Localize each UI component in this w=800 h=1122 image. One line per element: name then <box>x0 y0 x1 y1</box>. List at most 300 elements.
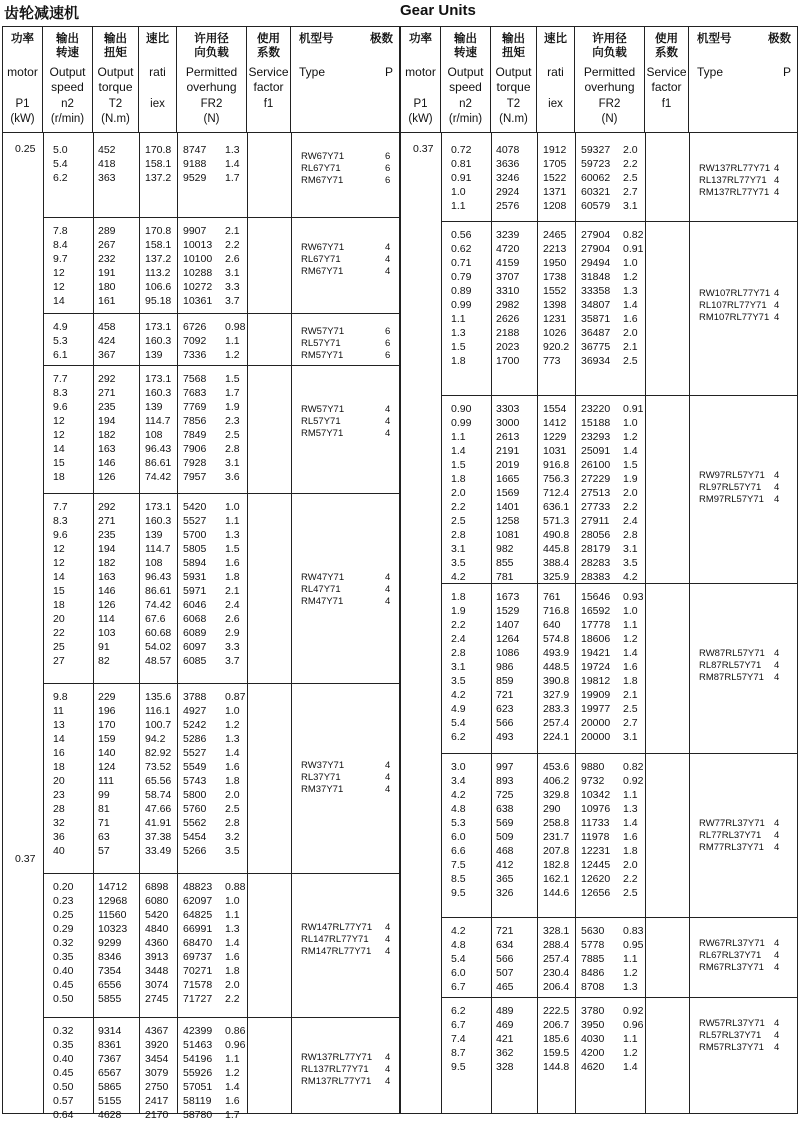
model-type-code: RM57RL37Y71 <box>699 1042 764 1053</box>
header-ratio-en: rati <box>547 65 564 79</box>
pole-count: 4 <box>774 962 780 973</box>
output-speed-cell: 23 <box>53 789 65 801</box>
ratio-cell: 571.3 <box>543 515 570 527</box>
output-speed-cell: 2.8 <box>451 647 466 659</box>
output-speed-cell: 6.7 <box>451 1019 466 1031</box>
overhung-load-cell: 27513 <box>581 487 611 499</box>
overhung-load-cell: 55926 <box>183 1067 213 1079</box>
table-row <box>441 788 798 802</box>
model-group <box>441 395 798 583</box>
service-factor-cell: 2.6 <box>225 613 240 625</box>
table-row <box>43 626 400 640</box>
service-factor-cell: 2.6 <box>225 253 240 265</box>
output-torque-cell: 452 <box>98 144 116 156</box>
header-speed-cn: 输出 转速 <box>56 31 79 59</box>
overhung-load-cell: 10272 <box>183 281 213 293</box>
output-torque-cell: 63 <box>98 831 110 843</box>
output-torque-cell: 412 <box>496 859 514 871</box>
ratio-cell: 2417 <box>145 1095 169 1107</box>
header-load-sym: FR2 (N) <box>200 98 223 125</box>
service-factor-cell: 1.0 <box>225 705 240 717</box>
output-speed-cell: 5.4 <box>53 158 68 170</box>
output-speed-cell: 3.0 <box>451 761 466 773</box>
service-factor-cell: 1.6 <box>225 951 240 963</box>
ratio-cell: 288.4 <box>543 939 570 951</box>
service-factor-cell: 1.0 <box>225 895 240 907</box>
overhung-load-cell: 15646 <box>581 591 611 603</box>
table-row <box>441 702 798 716</box>
output-torque-cell: 1086 <box>496 647 520 659</box>
overhung-load-cell: 10976 <box>581 803 611 815</box>
table-row <box>43 880 400 894</box>
overhung-load-cell: 6085 <box>183 655 207 667</box>
ratio-cell: 160.3 <box>145 387 172 399</box>
overhung-load-cell: 5630 <box>581 925 605 937</box>
service-factor-cell: 0.95 <box>623 939 644 951</box>
service-factor-cell: 1.5 <box>225 543 240 555</box>
model-type-code: RW47Y71 <box>301 572 345 583</box>
output-torque-cell: 2576 <box>496 200 520 212</box>
pole-count: 4 <box>774 1042 780 1053</box>
overhung-load-cell: 4030 <box>581 1033 605 1045</box>
overhung-load-cell: 10342 <box>581 789 611 801</box>
model-type-code: RW67RL37Y71 <box>699 938 765 949</box>
output-torque-cell: 855 <box>496 557 514 569</box>
service-factor-cell: 1.2 <box>623 967 638 979</box>
ratio-cell: 574.8 <box>543 633 570 645</box>
overhung-load-cell: 7856 <box>183 415 207 427</box>
model-type-list <box>301 326 399 362</box>
output-speed-cell: 2.4 <box>451 633 466 645</box>
output-speed-cell: 4.8 <box>451 803 466 815</box>
output-torque-cell: 170 <box>98 719 116 731</box>
table-row <box>441 326 798 340</box>
output-torque-cell: 1569 <box>496 487 520 499</box>
service-factor-cell: 0.92 <box>623 1005 644 1017</box>
output-torque-cell: 9314 <box>98 1025 122 1037</box>
output-speed-cell: 6.2 <box>451 731 466 743</box>
output-speed-cell: 1.1 <box>451 431 466 443</box>
service-factor-cell: 2.2 <box>623 158 638 170</box>
output-torque-cell: 191 <box>98 267 116 279</box>
service-factor-cell: 2.0 <box>225 789 240 801</box>
overhung-load-cell: 3788 <box>183 691 207 703</box>
table-row <box>43 456 400 470</box>
header-torque <box>491 27 537 133</box>
ratio-cell: 207.8 <box>543 845 570 857</box>
header-ratio-en: rati <box>149 65 166 79</box>
output-torque-cell: 2188 <box>496 327 520 339</box>
right-gear-table <box>400 26 798 1114</box>
overhung-load-cell: 42399 <box>183 1025 213 1037</box>
overhung-load-cell: 26100 <box>581 459 611 471</box>
output-torque-cell: 1258 <box>496 515 520 527</box>
service-factor-cell: 2.4 <box>623 515 638 527</box>
ratio-cell: 1912 <box>543 144 567 156</box>
overhung-load-cell: 6068 <box>183 613 207 625</box>
table-row <box>43 372 400 386</box>
output-torque-cell: 4720 <box>496 243 520 255</box>
output-torque-cell: 458 <box>98 321 116 333</box>
table-row <box>441 858 798 872</box>
ratio-cell: 773 <box>543 355 561 367</box>
service-factor-cell: 1.3 <box>225 529 240 541</box>
overhung-load-cell: 27904 <box>581 243 611 255</box>
output-torque-cell: 721 <box>496 925 514 937</box>
table-row <box>441 1004 798 1018</box>
header-load-en: Permitted overhung <box>185 65 238 94</box>
ratio-cell: 231.7 <box>543 831 570 843</box>
output-torque-cell: 365 <box>496 873 514 885</box>
service-factor-cell: 2.5 <box>623 703 638 715</box>
model-type-code: RL77RL37Y71 <box>699 830 762 841</box>
output-torque-cell: 367 <box>98 349 116 361</box>
ratio-cell: 33.49 <box>145 845 172 857</box>
service-factor-cell: 1.9 <box>623 473 638 485</box>
output-speed-cell: 3.5 <box>451 557 466 569</box>
model-type-entry <box>699 1042 797 1054</box>
output-torque-cell: 194 <box>98 543 116 555</box>
header-speed-en: Output speed <box>447 65 484 94</box>
output-speed-cell: 6.7 <box>451 981 466 993</box>
output-speed-cell: 8.7 <box>451 1047 466 1059</box>
model-type-code: RM47Y71 <box>301 596 344 607</box>
table-row <box>43 294 400 308</box>
ratio-cell: 137.2 <box>145 172 172 184</box>
model-type-code: RL97RL57Y71 <box>699 482 762 493</box>
pole-count: 6 <box>385 163 391 174</box>
ratio-cell: 206.7 <box>543 1019 570 1031</box>
overhung-load-cell: 6726 <box>183 321 207 333</box>
ratio-cell: 4367 <box>145 1025 169 1037</box>
model-type-code: RW37Y71 <box>301 760 345 771</box>
model-type-code: RL67Y71 <box>301 254 341 265</box>
output-speed-cell: 18 <box>53 599 65 611</box>
ratio-cell: 2745 <box>145 993 169 1005</box>
table-row <box>441 1060 798 1074</box>
ratio-cell: 139 <box>145 349 163 361</box>
output-torque-cell: 1264 <box>496 633 520 645</box>
output-speed-cell: 0.20 <box>53 881 74 893</box>
header-poles <box>353 27 399 133</box>
pole-count: 4 <box>385 266 391 277</box>
overhung-load-cell: 11733 <box>581 817 610 829</box>
table-row <box>441 542 798 556</box>
service-factor-cell: 1.8 <box>623 675 638 687</box>
output-torque-cell: 986 <box>496 661 514 673</box>
service-factor-cell: 2.1 <box>225 585 240 597</box>
overhung-load-cell: 6089 <box>183 627 207 639</box>
header-torque-cn: 输出 扭矩 <box>104 31 127 59</box>
output-speed-cell: 3.1 <box>451 661 466 673</box>
service-factor-cell: 0.96 <box>225 1039 246 1051</box>
pole-count: 4 <box>774 312 780 323</box>
ratio-cell: 114.7 <box>145 543 171 555</box>
output-speed-cell: 25 <box>53 641 65 653</box>
model-group <box>441 753 798 917</box>
table-header <box>3 27 399 133</box>
pole-count: 6 <box>385 350 391 361</box>
model-type-entry <box>699 818 797 830</box>
service-factor-cell: 0.92 <box>623 775 644 787</box>
service-factor-cell: 0.93 <box>623 591 644 603</box>
output-torque-cell: 3636 <box>496 158 520 170</box>
ratio-cell: 712.4 <box>543 487 570 499</box>
ratio-cell: 1031 <box>543 445 567 457</box>
model-group <box>43 683 400 873</box>
table-row <box>43 542 400 556</box>
overhung-load-cell: 12620 <box>581 873 611 885</box>
model-type-entry <box>301 326 399 338</box>
output-speed-cell: 15 <box>53 585 65 597</box>
output-speed-cell: 6.2 <box>53 172 68 184</box>
ratio-cell: 144.6 <box>543 887 570 899</box>
table-row <box>43 1038 400 1052</box>
overhung-load-cell: 19724 <box>581 661 611 673</box>
ratio-cell: 328.1 <box>543 925 570 937</box>
overhung-load-cell: 5931 <box>183 571 207 583</box>
overhung-load-cell: 6097 <box>183 641 207 653</box>
output-speed-cell: 0.56 <box>451 229 472 241</box>
overhung-load-cell: 5743 <box>183 775 207 787</box>
table-row <box>43 528 400 542</box>
overhung-load-cell: 7849 <box>183 429 207 441</box>
output-torque-cell: 1401 <box>496 501 520 513</box>
output-speed-cell: 18 <box>53 761 65 773</box>
pole-count: 4 <box>774 300 780 311</box>
ratio-cell: 1552 <box>543 285 567 297</box>
output-speed-cell: 28 <box>53 803 65 815</box>
ratio-cell: 94.2 <box>145 733 166 745</box>
header-speed-sym: n2 (r/min) <box>50 98 85 125</box>
ratio-cell: 74.42 <box>145 471 172 483</box>
pole-count: 4 <box>385 596 391 607</box>
table-row <box>43 894 400 908</box>
motor-power-label: 0.37 <box>413 143 434 155</box>
output-speed-cell: 20 <box>53 775 65 787</box>
ratio-cell: 290 <box>543 803 561 815</box>
output-speed-cell: 22 <box>53 627 65 639</box>
header-type <box>689 27 751 133</box>
overhung-load-cell: 31848 <box>581 271 611 283</box>
model-type-entry <box>699 660 797 672</box>
output-speed-cell: 6.0 <box>451 831 466 843</box>
output-torque-cell: 196 <box>98 705 116 717</box>
header-load <box>575 27 645 133</box>
overhung-load-cell: 59723 <box>581 158 611 170</box>
header-sf-en: Service factor <box>646 65 687 94</box>
overhung-load-cell: 5562 <box>183 817 207 829</box>
overhung-load-cell: 12445 <box>581 859 611 871</box>
model-type-entry <box>301 175 399 187</box>
ratio-cell: 86.61 <box>145 585 172 597</box>
output-torque-cell: 363 <box>98 172 116 184</box>
model-type-code: RL57Y71 <box>301 416 341 427</box>
pole-count: 4 <box>385 242 391 253</box>
output-torque-cell: 362 <box>496 1047 514 1059</box>
header-power-sym: P1 (kW) <box>10 98 35 125</box>
service-factor-cell: 1.0 <box>623 257 638 269</box>
overhung-load-cell: 36487 <box>581 327 611 339</box>
overhung-load-cell: 28179 <box>581 543 611 555</box>
output-torque-cell: 82 <box>98 655 110 667</box>
pole-count: 4 <box>774 175 780 186</box>
service-factor-cell: 2.5 <box>225 429 240 441</box>
output-torque-cell: 465 <box>496 981 514 993</box>
service-factor-cell: 1.1 <box>225 335 240 347</box>
ratio-cell: 58.74 <box>145 789 172 801</box>
ratio-cell: 3074 <box>145 979 169 991</box>
table-row <box>441 528 798 542</box>
output-torque-cell: 111 <box>98 775 114 787</box>
service-factor-cell: 3.1 <box>225 457 240 469</box>
header-ratio-sym: iex <box>150 98 165 110</box>
model-group <box>441 221 798 395</box>
output-torque-cell: 3000 <box>496 417 520 429</box>
model-type-list <box>699 648 797 684</box>
model-group <box>441 583 798 753</box>
overhung-load-cell: 10013 <box>183 239 213 251</box>
service-factor-cell: 2.7 <box>623 186 638 198</box>
output-torque-cell: 8346 <box>98 951 122 963</box>
service-factor-cell: 1.6 <box>225 557 240 569</box>
pole-count: 4 <box>774 482 780 493</box>
overhung-load-cell: 4620 <box>581 1061 605 1073</box>
ratio-cell: 2213 <box>543 243 567 255</box>
output-speed-cell: 12 <box>53 267 65 279</box>
service-factor-cell: 3.3 <box>225 281 240 293</box>
output-speed-cell: 6.6 <box>451 845 466 857</box>
output-torque-cell: 328 <box>496 1061 514 1073</box>
output-torque-cell: 4159 <box>496 257 520 269</box>
header-speed-sym: n2 (r/min) <box>448 98 483 125</box>
service-factor-cell: 1.3 <box>623 981 638 993</box>
output-torque-cell: 468 <box>496 845 514 857</box>
overhung-load-cell: 66991 <box>183 923 213 935</box>
output-speed-cell: 3.1 <box>451 543 466 555</box>
service-factor-cell: 1.0 <box>225 501 240 513</box>
service-factor-cell: 2.8 <box>623 529 638 541</box>
overhung-load-cell: 20000 <box>581 717 611 729</box>
ratio-cell: 114.7 <box>145 415 171 427</box>
overhung-load-cell: 29494 <box>581 257 611 269</box>
model-type-code: RW137RL77Y71 <box>699 163 771 174</box>
output-torque-cell: 99 <box>98 789 110 801</box>
service-factor-cell: 1.4 <box>225 158 240 170</box>
model-type-code: RL87RL57Y71 <box>699 660 762 671</box>
overhung-load-cell: 60579 <box>581 200 611 212</box>
table-row <box>441 430 798 444</box>
ratio-cell: 182.8 <box>543 859 570 871</box>
ratio-cell: 65.56 <box>145 775 172 787</box>
output-speed-cell: 8.3 <box>53 515 68 527</box>
model-type-entry <box>699 163 797 175</box>
ratio-cell: 448.5 <box>543 661 570 673</box>
service-factor-cell: 1.4 <box>623 817 638 829</box>
service-factor-cell: 2.0 <box>623 327 638 339</box>
service-factor-cell: 3.1 <box>623 200 638 212</box>
model-type-entry <box>699 648 797 660</box>
output-torque-cell: 146 <box>98 585 116 597</box>
model-type-list <box>301 242 399 278</box>
model-type-entry <box>301 1064 399 1076</box>
output-speed-cell: 0.32 <box>53 1025 74 1037</box>
model-type-code: RM77RL37Y71 <box>699 842 764 853</box>
service-factor-cell: 1.8 <box>225 965 240 977</box>
model-type-code: RL67Y71 <box>301 163 341 174</box>
model-type-code: RW57Y71 <box>301 404 345 415</box>
header-speed <box>43 27 93 133</box>
model-type-entry <box>699 482 797 494</box>
table-row <box>43 732 400 746</box>
service-factor-cell: 1.2 <box>225 349 240 361</box>
pole-count: 4 <box>774 288 780 299</box>
model-group <box>43 365 400 493</box>
output-torque-cell: 2613 <box>496 431 520 443</box>
ratio-cell: 4840 <box>145 923 169 935</box>
output-torque-cell: 271 <box>98 515 116 527</box>
overhung-load-cell: 12231 <box>581 845 611 857</box>
output-speed-cell: 13 <box>53 719 65 731</box>
table-row <box>441 354 798 368</box>
overhung-load-cell: 18606 <box>581 633 611 645</box>
output-speed-cell: 4.2 <box>451 789 466 801</box>
ratio-cell: 173.1 <box>145 321 172 333</box>
model-type-code: RL107RL77Y71 <box>699 300 767 311</box>
ratio-cell: 135.6 <box>145 691 172 703</box>
ratio-cell: 1371 <box>543 186 567 198</box>
pole-count: 6 <box>385 151 391 162</box>
output-torque-cell: 146 <box>98 457 116 469</box>
table-row <box>43 386 400 400</box>
output-speed-cell: 1.8 <box>451 591 466 603</box>
header-speed <box>441 27 491 133</box>
service-factor-cell: 1.3 <box>623 803 638 815</box>
overhung-load-cell: 68470 <box>183 937 213 949</box>
overhung-load-cell: 19909 <box>581 689 611 701</box>
table-row <box>441 199 798 213</box>
model-type-code: RM67Y71 <box>301 175 344 186</box>
model-type-code: RM97RL57Y71 <box>699 494 764 505</box>
ratio-cell: 106.6 <box>145 281 172 293</box>
model-type-entry <box>301 163 399 175</box>
output-torque-cell: 182 <box>98 429 116 441</box>
ratio-cell: 257.4 <box>543 717 570 729</box>
service-factor-cell: 3.2 <box>225 831 240 843</box>
model-group <box>441 137 798 221</box>
service-factor-cell: 2.8 <box>225 817 240 829</box>
overhung-load-cell: 27911 <box>581 515 610 527</box>
overhung-load-cell: 9880 <box>581 761 605 773</box>
overhung-load-cell: 15188 <box>581 417 611 429</box>
motor-power-label: 0.25 <box>15 143 36 155</box>
model-type-code: RL67RL37Y71 <box>699 950 762 961</box>
model-type-code: RW147RL77Y71 <box>301 922 373 933</box>
service-factor-cell: 2.3 <box>225 415 240 427</box>
header-torque-en: Output torque <box>495 65 532 94</box>
ratio-cell: 206.4 <box>543 981 570 993</box>
table-row <box>441 980 798 994</box>
overhung-load-cell: 16592 <box>581 605 611 617</box>
table-row <box>441 604 798 618</box>
table-row <box>441 340 798 354</box>
service-factor-cell: 1.5 <box>623 459 638 471</box>
output-speed-cell: 1.9 <box>451 605 466 617</box>
model-type-list <box>699 288 797 324</box>
overhung-load-cell: 35871 <box>581 313 611 325</box>
ratio-cell: 490.8 <box>543 529 570 541</box>
service-factor-cell: 1.1 <box>623 619 638 631</box>
